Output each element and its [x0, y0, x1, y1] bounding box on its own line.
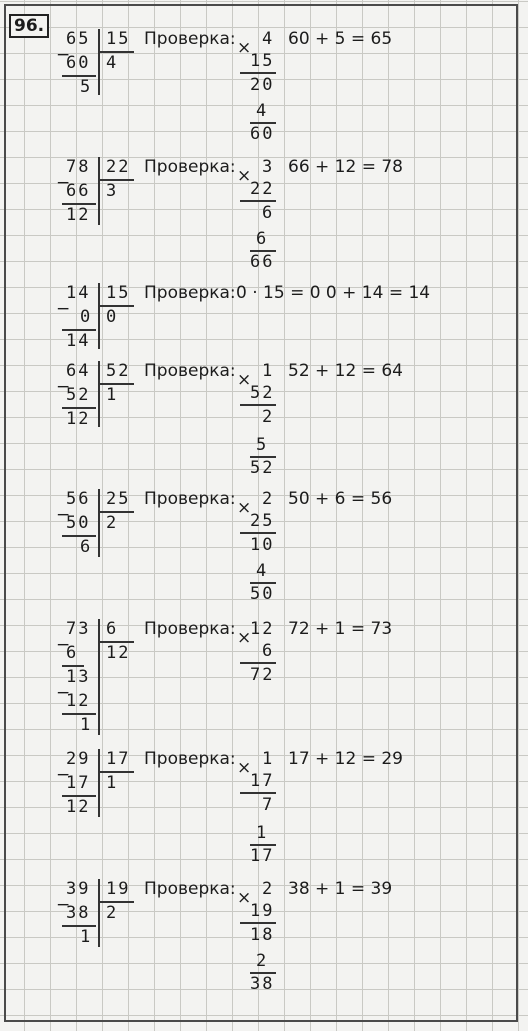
minus-sign: − — [56, 299, 71, 319]
check-sum: 17 + 12 = 29 — [288, 749, 403, 769]
mult-multiplier: 4 — [262, 29, 275, 49]
subtrahend: 6 — [66, 643, 79, 663]
times-sign: × — [237, 166, 252, 186]
subtrahend: 17 — [66, 773, 91, 793]
mult-line — [240, 792, 276, 794]
exercise-number: 96. — [9, 14, 49, 38]
divisor: 52 — [106, 361, 131, 381]
subtrahend: 0 — [80, 307, 93, 327]
remainder: 12 — [66, 797, 91, 817]
mult-multiplicand: 17 — [250, 771, 275, 791]
division-bar — [98, 157, 100, 225]
division-bar — [98, 749, 100, 817]
remainder: 1 — [80, 715, 93, 735]
minus-sign: − — [56, 635, 71, 655]
quotient: 2 — [106, 513, 119, 533]
dividend: 56 — [66, 489, 91, 509]
carry: 5 — [256, 435, 269, 455]
mult-line — [240, 200, 276, 202]
divisor: 25 — [106, 489, 131, 509]
dividend: 64 — [66, 361, 91, 381]
check-label: Проверка: — [144, 157, 236, 177]
remainder: 14 — [66, 331, 91, 351]
mult-result: 50 — [250, 584, 275, 604]
carry: 1 — [256, 823, 269, 843]
check-label: Проверка: — [144, 29, 236, 49]
mult-result: 66 — [250, 252, 275, 272]
mult-line — [240, 532, 276, 534]
divisor: 15 — [106, 283, 131, 303]
remainder: 12 — [66, 205, 91, 225]
mult-partial: 2 — [262, 407, 275, 427]
subtrahend: 60 — [66, 53, 91, 73]
check-sum: 60 + 5 = 65 — [288, 29, 393, 49]
times-sign: × — [237, 758, 252, 778]
mult-partial: 6 — [262, 203, 275, 223]
dividend: 29 — [66, 749, 91, 769]
subtrahend: 66 — [66, 181, 91, 201]
mult-result: 17 — [250, 846, 275, 866]
check-sum: 50 + 6 = 56 — [288, 489, 393, 509]
mult-partial: 18 — [250, 925, 275, 945]
quotient: 2 — [106, 903, 119, 923]
carry: 4 — [256, 101, 269, 121]
carry: 2 — [256, 951, 269, 971]
minus-sign: − — [56, 683, 71, 703]
mult-multiplier: 6 — [262, 641, 275, 661]
check-label: Проверка: — [144, 879, 236, 899]
minus-sign: − — [56, 765, 71, 785]
mult-result: 60 — [250, 124, 275, 144]
quotient: 12 — [106, 643, 131, 663]
remainder: 13 — [66, 667, 91, 687]
dividend: 73 — [66, 619, 91, 639]
mult-partial: 10 — [250, 535, 275, 555]
carry: 6 — [256, 229, 269, 249]
check-label: Проверка: — [144, 283, 236, 303]
dividend: 14 — [66, 283, 91, 303]
mult-multiplier: 2 — [262, 489, 275, 509]
mult-partial: 20 — [250, 75, 275, 95]
check-label: Проверка: — [144, 749, 236, 769]
mult-multiplicand: 25 — [250, 511, 275, 531]
dividend: 78 — [66, 157, 91, 177]
remainder: 1 — [80, 927, 93, 947]
check-label: Проверка: — [144, 489, 236, 509]
mult-multiplicand: 52 — [250, 383, 275, 403]
mult-result: 38 — [250, 974, 275, 994]
remainder: 5 — [80, 77, 93, 97]
mult-line — [240, 922, 276, 924]
times-sign: × — [237, 370, 252, 390]
divisor: 15 — [106, 29, 131, 49]
division-bar — [98, 29, 100, 95]
dividend: 39 — [66, 879, 91, 899]
check-label: Проверка: — [144, 619, 236, 639]
times-sign: × — [237, 38, 252, 58]
divisor: 6 — [106, 619, 119, 639]
divisor: 19 — [106, 879, 131, 899]
remainder: 6 — [80, 537, 93, 557]
mult-line — [240, 662, 276, 664]
mult-multiplier: 1 — [262, 361, 275, 381]
minus-sign: − — [56, 45, 71, 65]
minus-sign: − — [56, 173, 71, 193]
quotient: 0 — [106, 307, 119, 327]
minus-sign: − — [56, 505, 71, 525]
divisor: 17 — [106, 749, 131, 769]
check-text: 0 · 15 = 0 0 + 14 = 14 — [236, 283, 431, 303]
divisor: 22 — [106, 157, 131, 177]
times-sign: × — [237, 628, 252, 648]
quotient: 1 — [106, 773, 119, 793]
check-label: Проверка: — [144, 361, 236, 381]
mult-multiplicand: 15 — [250, 51, 275, 71]
quotient: 1 — [106, 385, 119, 405]
times-sign: × — [237, 498, 252, 518]
times-sign: × — [237, 888, 252, 908]
subtrahend: 52 — [66, 385, 91, 405]
quotient: 3 — [106, 181, 119, 201]
remainder: 12 — [66, 409, 91, 429]
carry: 4 — [256, 561, 269, 581]
mult-result: 52 — [250, 458, 275, 478]
check-sum: 66 + 12 = 78 — [288, 157, 403, 177]
mult-result: 72 — [250, 665, 275, 685]
check-sum: 38 + 1 = 39 — [288, 879, 393, 899]
minus-sign: − — [56, 377, 71, 397]
mult-line — [240, 72, 276, 74]
dividend: 65 — [66, 29, 91, 49]
division-bar — [98, 619, 100, 735]
mult-multiplicand: 19 — [250, 901, 275, 921]
check-sum: 52 + 12 = 64 — [288, 361, 403, 381]
division-bar — [98, 879, 100, 947]
quotient: 4 — [106, 53, 119, 73]
minus-sign: − — [56, 895, 71, 915]
subtrahend: 50 — [66, 513, 91, 533]
division-bar — [98, 489, 100, 557]
mult-multiplier: 2 — [262, 879, 275, 899]
mult-multiplier: 1 — [262, 749, 275, 769]
subtrahend: 38 — [66, 903, 91, 923]
division-bar — [98, 283, 100, 349]
mult-multiplicand: 22 — [250, 179, 275, 199]
subtrahend: 12 — [66, 691, 91, 711]
mult-line — [240, 404, 276, 406]
check-sum: 72 + 1 = 73 — [288, 619, 393, 639]
mult-multiplicand: 12 — [250, 619, 275, 639]
mult-multiplier: 3 — [262, 157, 275, 177]
division-bar — [98, 361, 100, 427]
mult-partial: 7 — [262, 795, 275, 815]
